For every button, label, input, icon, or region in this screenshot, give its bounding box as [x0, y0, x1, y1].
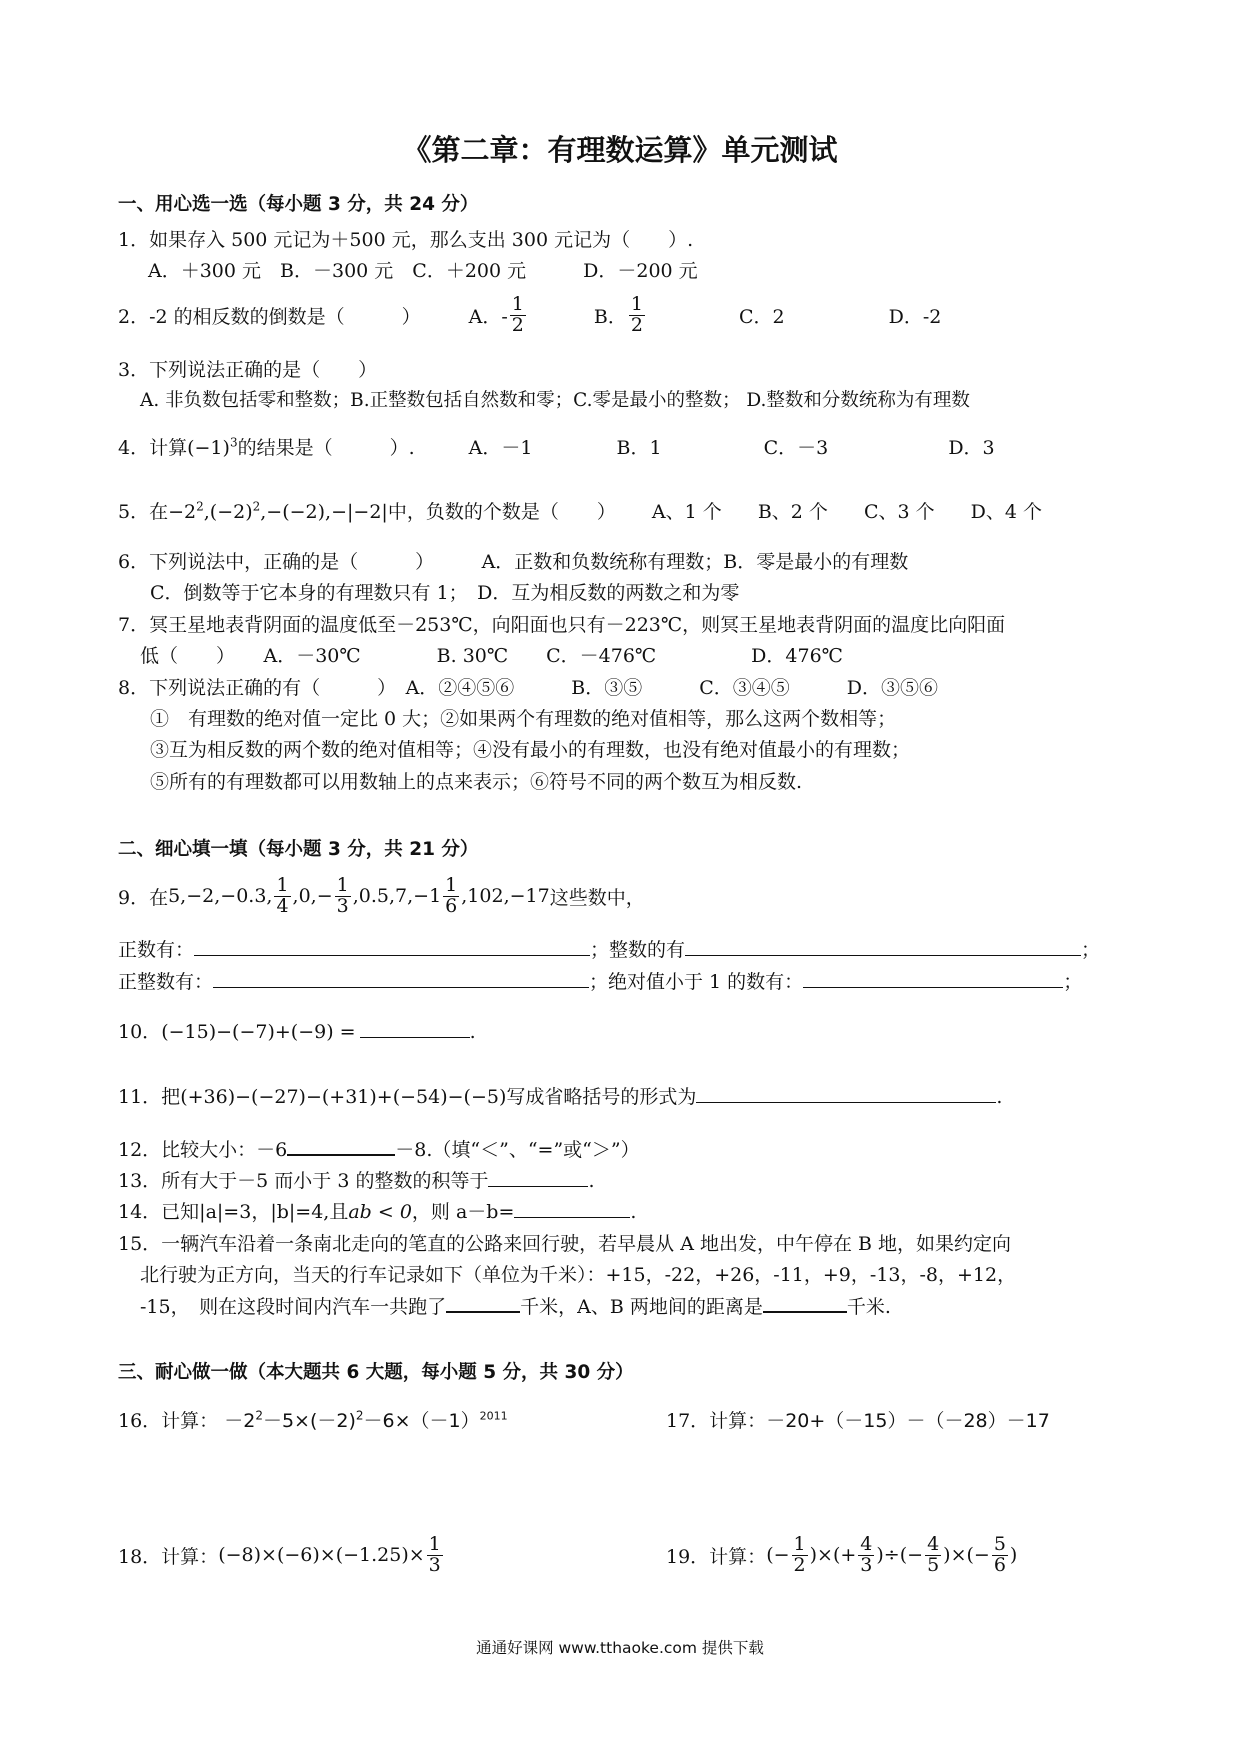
positive-numbers-blank[interactable] — [194, 937, 590, 956]
q15-ab-distance-blank[interactable] — [763, 1293, 847, 1313]
q11: 11．把(+36)−(−27)−(+31)+(−54)−(−5)写成省略括号的形式为 . — [118, 1086, 1003, 1108]
q1-options: A．＋300 元 B．－300 元 C．＋200 元 D．－200 元 — [148, 260, 698, 282]
q4-option-b: B．1 — [616, 437, 662, 459]
positive-integers-blank[interactable] — [213, 969, 589, 988]
q11-expression: (+36)−(−27)−(+31)+(−54)−(−5) — [180, 1086, 507, 1108]
q12: 12．比较大小：－6 －8.（填“＜”、“=”或“＞”） — [118, 1135, 640, 1162]
q8-line1: 8．下列说法正确的有（ ） A．②④⑤⑥ B．③⑤ C．③④⑤ D．③⑤⑥ — [118, 677, 939, 699]
section1-heading: 一、用心选一选（每小题 3 分，共 24 分） — [118, 194, 479, 215]
q17: 17．计算：－20+（－15）－（－28）－17 — [666, 1410, 1050, 1432]
q7-line2: 低（ ） A．－30℃ B. 30℃ C．－476℃ D．476℃ — [140, 645, 843, 667]
q2-option-a-fraction: $\frac{1}{2}$ — [511, 292, 524, 336]
q18: 18．计算： (−8)×(−6)×(−1.25)× $\frac{1}{3}$ — [118, 1532, 441, 1576]
q5-expression: $-2^2,(-2)^2,-(-2),-|-2|$ — [168, 499, 388, 523]
q18-expression: (−8)×(−6)×(−1.25)× — [218, 1544, 425, 1566]
q9: 9．在 5,−2,−0.3, $\frac{1}{4}$ ,0,− $\frac{1}{3}$ ,0.5,7,−1 $\frac{1}{6}$ ,102,−17 这些数中， — [118, 873, 645, 917]
q8-statement-1: ① 有理数的绝对值一定比 0 大；②如果两个有理数的绝对值相等，那么这两个数相等； — [150, 708, 897, 730]
q15-line2: 北行驶为正方向，当天的行车记录如下（单位为千米）：+15，-22，+26，-11，+9，-13，-8，+12， — [140, 1264, 1017, 1286]
integers-blank[interactable] — [685, 937, 1081, 956]
q5-option-c: C、3 个 — [863, 501, 935, 523]
q9-number-list: 5,−2,−0.3, $\frac{1}{4}$ ,0,− $\frac{1}{3}$ ,0.5,7,−1 $\frac{1}{6}$ ,102,−17 — [168, 873, 550, 917]
abs-less-than-one-blank[interactable] — [803, 969, 1063, 988]
q5: 5．在$-2^2,(-2)^2,-(-2),-|-2|$中，负数的个数是（ ） A、1 个 B、2 个 C、3 个 D、4 个 — [118, 499, 1043, 523]
q14-answer-blank[interactable] — [514, 1199, 630, 1218]
q16-expression: $-2^2-5\times(-2)^2-6\times(-1)^{2011}$ — [224, 1408, 508, 1432]
q12-answer-blank[interactable] — [287, 1136, 395, 1156]
q5-option-a: A、1 个 — [651, 501, 722, 523]
q3-stem: 3．下列说法正确的是（ ） — [118, 359, 378, 381]
q6-line2: C．倒数等于它本身的有理数只有 1； D．互为相反数的两数之和为零 — [150, 582, 740, 604]
section2-heading: 二、细心填一填（每小题 3 分，共 21 分） — [118, 839, 479, 860]
q2-option-b-fraction: $\frac{1}{2}$ — [630, 292, 643, 336]
q6-line1: 6．下列说法中，正确的是（ ） A．正数和负数统称有理数；B．零是最小的有理数 — [118, 551, 909, 573]
q10: 10．(−15)−(−7)+(−9) = . — [118, 1021, 476, 1043]
q10-expression: (−15)−(−7)+(−9) = — [161, 1021, 356, 1043]
q7-line1: 7．冥王星地表背阴面的温度低至－253℃，向阳面也只有－223℃，则冥王星地表背阴面的温度比向阳面 — [118, 614, 1006, 636]
q19-expression: (− $\frac{1}{2}$ )×(+ $\frac{4}{3}$ )÷(− $\frac{4}{5}$ )×(− $\frac{5}{6}$ ) — [766, 1532, 1018, 1576]
q2-option-b: B． — [593, 305, 627, 328]
q14: 14．已知|a|=3，|b|=4,且ab < 0，则 a－b= . — [118, 1201, 637, 1223]
section3-heading: 三、耐心做一做（本大题共 6 大题，每小题 5 分，共 30 分） — [118, 1362, 634, 1383]
q2-stem: 2．-2 的相反数的倒数是（ ） — [118, 305, 421, 328]
q19: 19．计算： (− $\frac{1}{2}$ )×(+ $\frac{4}{3}$ )÷(− $\frac{4}{5}$ )×(− $\frac{5}{6}$ ) — [666, 1532, 1018, 1576]
q18-fraction: $\frac{1}{3}$ — [428, 1532, 441, 1576]
q8-statement-3: ⑤所有的有理数都可以用数轴上的点来表示；⑥符号不同的两个数互为相反数. — [150, 771, 803, 793]
q5-option-b: B、2 个 — [757, 501, 828, 523]
q2 — [118, 288, 941, 342]
q2-option-a: A．- — [468, 305, 508, 328]
q4-option-a: A．－1 — [468, 437, 533, 459]
q11-answer-blank[interactable] — [696, 1084, 996, 1103]
footer-credit: 通通好课网 www.tthaoke.com 提供下载 — [476, 1639, 764, 1657]
q9-row-1: 正数有： ；整数的有 ； — [118, 939, 1101, 961]
q15-total-distance-blank[interactable] — [446, 1293, 520, 1313]
q4-expression: (−1) — [187, 437, 230, 459]
q14-condition: ab < 0 — [348, 1201, 412, 1223]
q1-stem: 1．如果存入 500 元记为＋500 元，那么支出 300 元记为（ ）. — [118, 229, 694, 251]
q13-answer-blank[interactable] — [488, 1168, 588, 1187]
q17-expression: －20+（－15）－（－28）－17 — [766, 1410, 1050, 1432]
q9-row-2: 正整数有： ；绝对值小于 1 的数有： ； — [118, 971, 1083, 993]
q10-answer-blank[interactable] — [360, 1019, 470, 1038]
page-title: 《第二章：有理数运算》单元测试 — [402, 133, 838, 167]
q4-option-c: C．－3 — [763, 437, 829, 459]
q8-statement-2: ③互为相反数的两个数的绝对值相等；④没有最小的有理数，也没有绝对值最小的有理数； — [150, 739, 911, 761]
q16: 16．计算： $-2^2-5\times(-2)^2-6\times(-1)^{2011}$ — [118, 1408, 508, 1432]
q2-option-d: D．-2 — [888, 305, 942, 328]
q15-line1: 15．一辆汽车沿着一条南北走向的笔直的公路来回行驶，若早晨从 A 地出发，中午停在 B 地，如果约定向 — [118, 1233, 1012, 1255]
q4: 4．计算$(-1)^3$的结果是（ ）. A．－1 B．1 C．－3 D．3 — [118, 435, 995, 459]
q15-line3: -15， 则在这段时间内汽车一共跑了 千米，A、B 两地间的距离是 千米. — [140, 1292, 891, 1319]
q4-option-d: D．3 — [948, 437, 995, 459]
q5-option-d: D、4 个 — [970, 501, 1043, 523]
q3-options: A. 非负数包括零和整数；B.正整数包括自然数和零；C.零是最小的整数； D.整数和分数统称为有理数 — [140, 390, 970, 411]
q13: 13．所有大于－5 而小于 3 的整数的积等于 . — [118, 1170, 595, 1192]
q2-option-c: C．2 — [738, 305, 785, 328]
